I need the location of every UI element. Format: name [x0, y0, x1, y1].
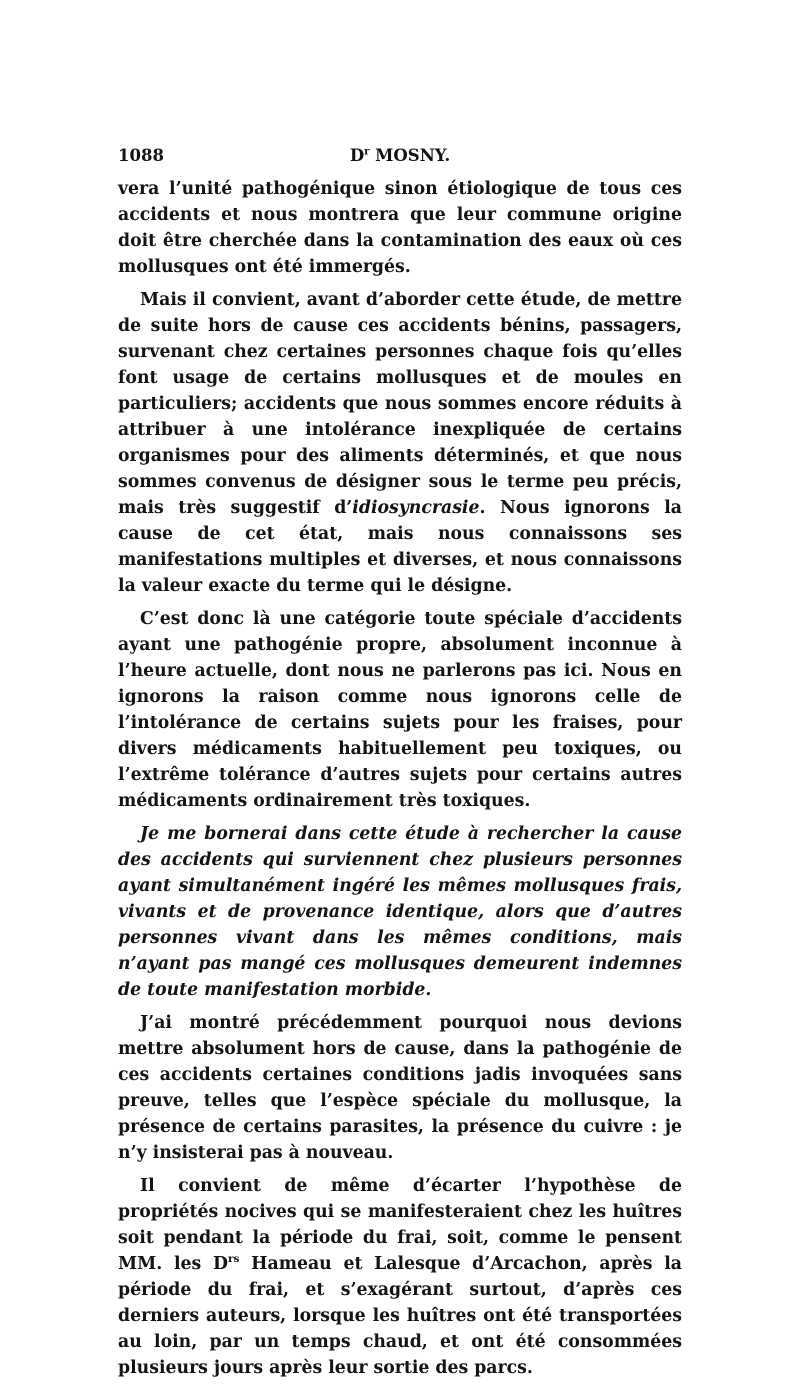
paragraph-2-italic-term: idiosyncrasie [352, 498, 480, 518]
paragraph-6-superscript: rs [228, 1253, 240, 1266]
page-header [118, 146, 682, 170]
running-head-author: MOSNY. [369, 146, 451, 165]
paragraph-1: vera l’unité pathogénique sinon étiologique de tous ces accidents et nous montrera que leur commune origine doit être cherchée dans la contamination des eaux où ces mollusques ont été immergés. [118, 179, 682, 277]
running-head [118, 146, 682, 165]
paragraph-5: J’ai montré précédemment pourquoi nous devions mettre absolument hors de cause, dans la pathogénie de ces accidents certaines conditions jadis invoquées sans preuve, telles que l’espèce spéciale du mollusque, la présence de certains parasites, la présence du cuivre : je n’y insisterai pas à nouveau. [118, 1013, 682, 1163]
running-head-superscript: r [364, 146, 370, 158]
paragraph-2-text-end: . Nous ignorons la cause de cet état, mais nous connaissons ses manifestations multiples et diverses, et nous connaissons la valeur exacte du terme qui le désigne. [118, 498, 682, 596]
page-number: 1088 [118, 146, 164, 165]
paragraph-2 [118, 287, 682, 599]
paragraph-2-text-start: Mais il convient, avant d’aborder cette étude, de mettre de suite hors de cause ces accidents bénins, passagers, survenant chez certaines personnes chaque fois qu’elles font usage de certains mollusques et de moules en particuliers; accidents que nous sommes encore réduits à attribuer à une intolérance inexpliquée de certains organismes pour des aliments déterminés, et que nous sommes convenus de désigner sous le terme peu précis, mais très suggestif d’ [118, 290, 682, 518]
paragraph-6-text-end: Hameau et Lalesque d’Arcachon, après la période du frai, et s’exagérant surtout, d’après ces derniers auteurs, lorsque les huîtres ont été transportées au loin, par un temps chaud, et ont été consommées plusieurs jours après leur sortie des parcs. [118, 1254, 682, 1378]
body-text [118, 176, 682, 1388]
paragraph-4-italic: Je me bornerai dans cette étude à rechercher la cause des accidents qui surviennent chez plusieurs personnes ayant simultanément ingéré les mêmes mollusques frais, vivants et de provenance identique, alors que d’autres personnes vivant dans les mêmes conditions, mais n’ayant pas mangé ces mollusques demeurent indemnes de toute manifestation morbide. [118, 824, 682, 1000]
paragraph-6-text-start: Il convient de même d’écarter l’hypothèse de propriétés nocives qui se manifesteraient chez les huîtres soit pendant la période du frai, soit, comme le pensent MM. les D [118, 1176, 682, 1274]
paragraph-6 [118, 1173, 682, 1381]
paragraph-3: C’est donc là une catégorie toute spéciale d’accidents ayant une pathogénie propre, absolument inconnue à l’heure actuelle, dont nous ne parlerons pas ici. Nous en ignorons la raison comme nous ignorons celle de l’intolérance de certains sujets pour les fraises, pour divers médicaments habituellement peu toxiques, ou l’extrême tolérance d’autres sujets pour certains autres médicaments ordinairement très toxiques. [118, 609, 682, 811]
running-head-prefix: D [349, 146, 365, 165]
